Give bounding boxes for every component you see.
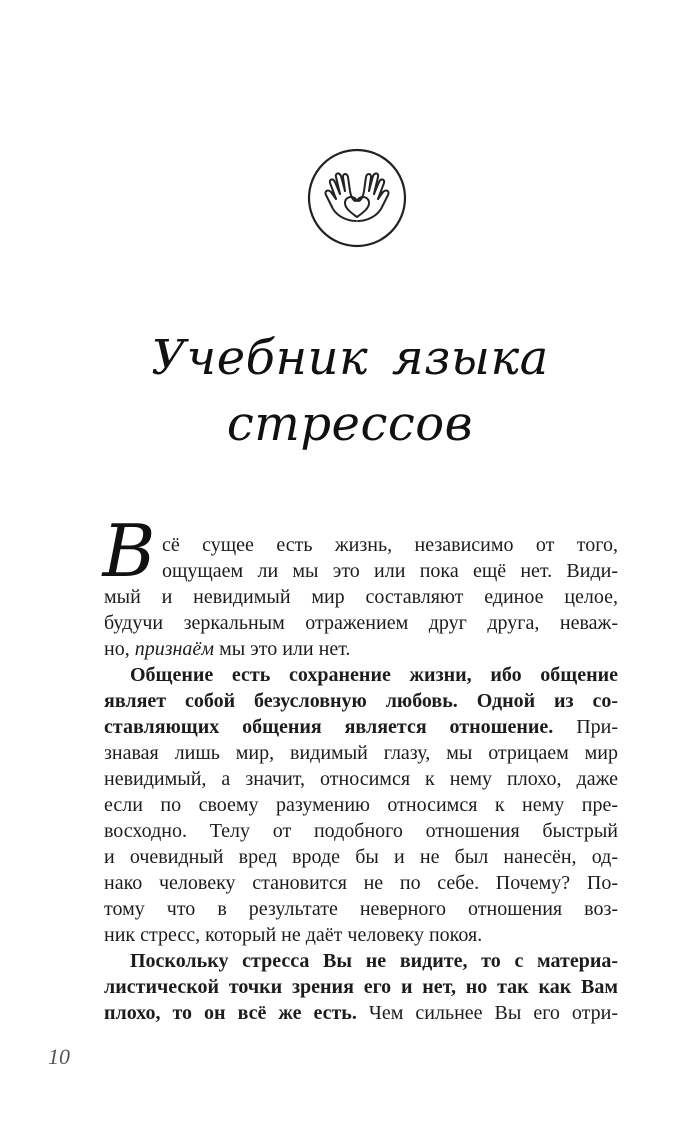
body-line: ощущаем ли мы это или пока ещё нет. Види-: [162, 560, 618, 582]
body-line: [104, 636, 618, 662]
body-line: сё сущее есть жизнь, независимо от того,: [162, 534, 618, 556]
body-line: знавая лишь мир, видимый глазу, мы отрицаем мир: [104, 742, 618, 764]
drop-cap: В: [102, 509, 156, 593]
chapter-title-line-2: стрессов: [226, 396, 474, 452]
body-line: восходно. Телу от подобного отношения быстрый: [104, 820, 618, 842]
body-line-bold: Общение есть сохранение жизни, ибо общение: [130, 664, 618, 686]
body-line: если по своему разумению относимся к нему пре-: [104, 794, 618, 816]
text-run: При-: [553, 716, 619, 738]
chapter-emblem: [306, 147, 408, 249]
body-line: ник стресс, который не даёт человеку покоя.: [104, 924, 483, 946]
body-line: [104, 714, 618, 740]
page-number: 10: [48, 1044, 70, 1069]
body-line: и очевидный вред вроде бы и не был нанесён, од-: [104, 846, 618, 868]
text-run: Чем сильнее Вы его отри-: [356, 1002, 618, 1024]
text-run: но,: [104, 638, 135, 660]
bold-run: плохо, то он всё же есть.: [104, 1002, 357, 1024]
body-line-bold: Поскольку стресса Вы не видите, то с материа-: [130, 950, 618, 972]
bold-run: ставляющих общения является отношение.: [104, 716, 554, 738]
body-line: [104, 1000, 618, 1026]
body-line: невидимый, а значит, относимся к нему плохо, даже: [104, 768, 618, 790]
body-line-bold: являет собой безусловную любовь. Одной из со-: [104, 690, 618, 712]
body-line-bold: листической точки зрения его и нет, но так как Вам: [104, 976, 618, 998]
text-run: мы это или нет.: [214, 638, 351, 660]
hands-heart-icon: [306, 147, 408, 249]
body-line: мый и невидимый мир составляют единое целое,: [104, 586, 618, 608]
italic-word: признаём: [134, 638, 215, 660]
body-line: тому что в результате неверного отношения воз-: [104, 898, 618, 920]
chapter-title-line-1: Учебник языка: [151, 330, 549, 386]
body-line: нако человеку становится не по себе. Почему? По-: [104, 872, 618, 894]
body-line: будучи зеркальным отражением друг друга, неваж-: [104, 612, 618, 634]
